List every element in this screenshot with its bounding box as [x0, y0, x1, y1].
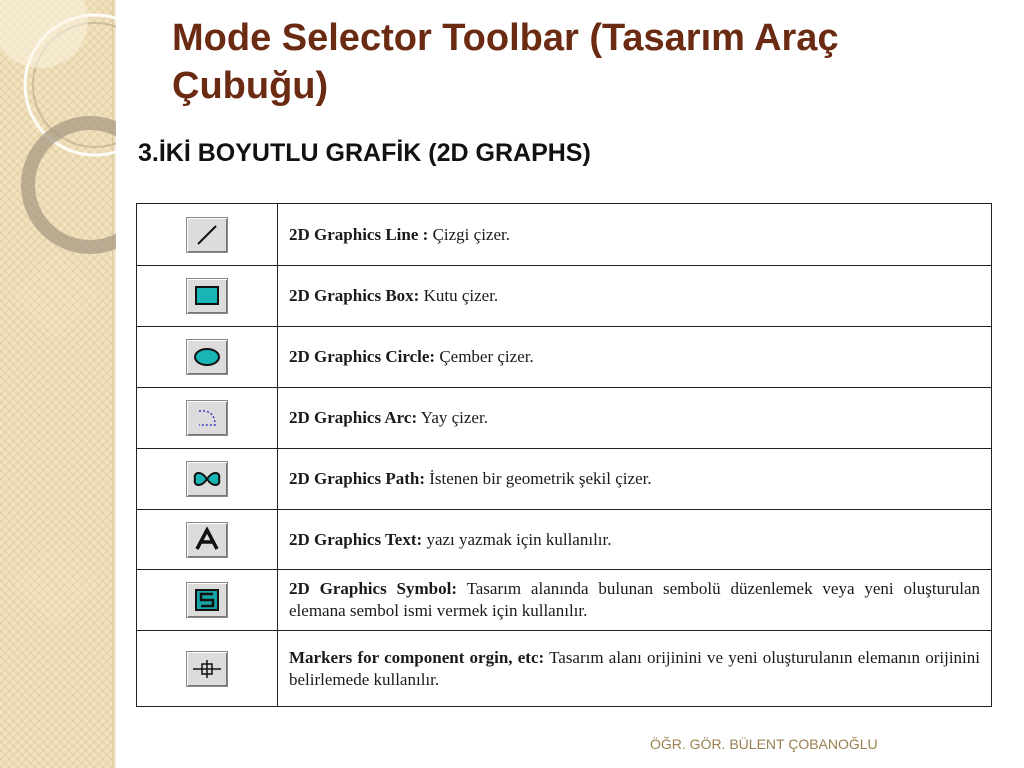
table-row [137, 204, 992, 266]
line-tool-icon [186, 217, 228, 253]
table-row [137, 327, 992, 388]
table-row [137, 631, 992, 707]
row-description: 2D Graphics Arc: Yay çizer. [278, 388, 992, 449]
section-heading: 3.İKİ BOYUTLU GRAFİK (2D GRAPHS) [138, 139, 591, 167]
text-tool-icon [186, 522, 228, 558]
toolbar-table [136, 203, 992, 707]
table-row [137, 570, 992, 631]
symbol-tool-icon [186, 582, 228, 618]
origin-marker-icon [186, 651, 228, 687]
row-description: 2D Graphics Path: İstenen bir geometrik şekil çizer. [278, 449, 992, 510]
table-row [137, 266, 992, 327]
circle-tool-icon [186, 339, 228, 375]
table-row [137, 510, 992, 570]
box-tool-icon [186, 278, 228, 314]
row-description: 2D Graphics Box: Kutu çizer. [278, 266, 992, 327]
row-description: 2D Graphics Line : Çizgi çizer. [278, 204, 992, 266]
row-description: 2D Graphics Symbol: Tasarım alanında bulunan sembolü düzenlemek veya yeni oluşturulan elemana sembol ismi vermek için kullanılır. [278, 570, 992, 631]
table-row [137, 449, 992, 510]
slide-title: Mode Selector Toolbar (Tasarım Araç Çubuğu) [172, 17, 839, 107]
author-footer: ÖĞR. GÖR. BÜLENT ÇOBANOĞLU [650, 736, 878, 752]
row-description: Markers for component orgin, etc: Tasarım alanı orijinini ve yeni oluşturulanın elemanın orijinini belirlemede kullanılır. [278, 631, 992, 707]
row-description: 2D Graphics Text: yazı yazmak için kullanılır. [278, 510, 992, 570]
decorative-rings [0, 0, 116, 260]
arc-tool-icon [186, 400, 228, 436]
path-tool-icon [186, 461, 228, 497]
table-row [137, 388, 992, 449]
row-description: 2D Graphics Circle: Çember çizer. [278, 327, 992, 388]
